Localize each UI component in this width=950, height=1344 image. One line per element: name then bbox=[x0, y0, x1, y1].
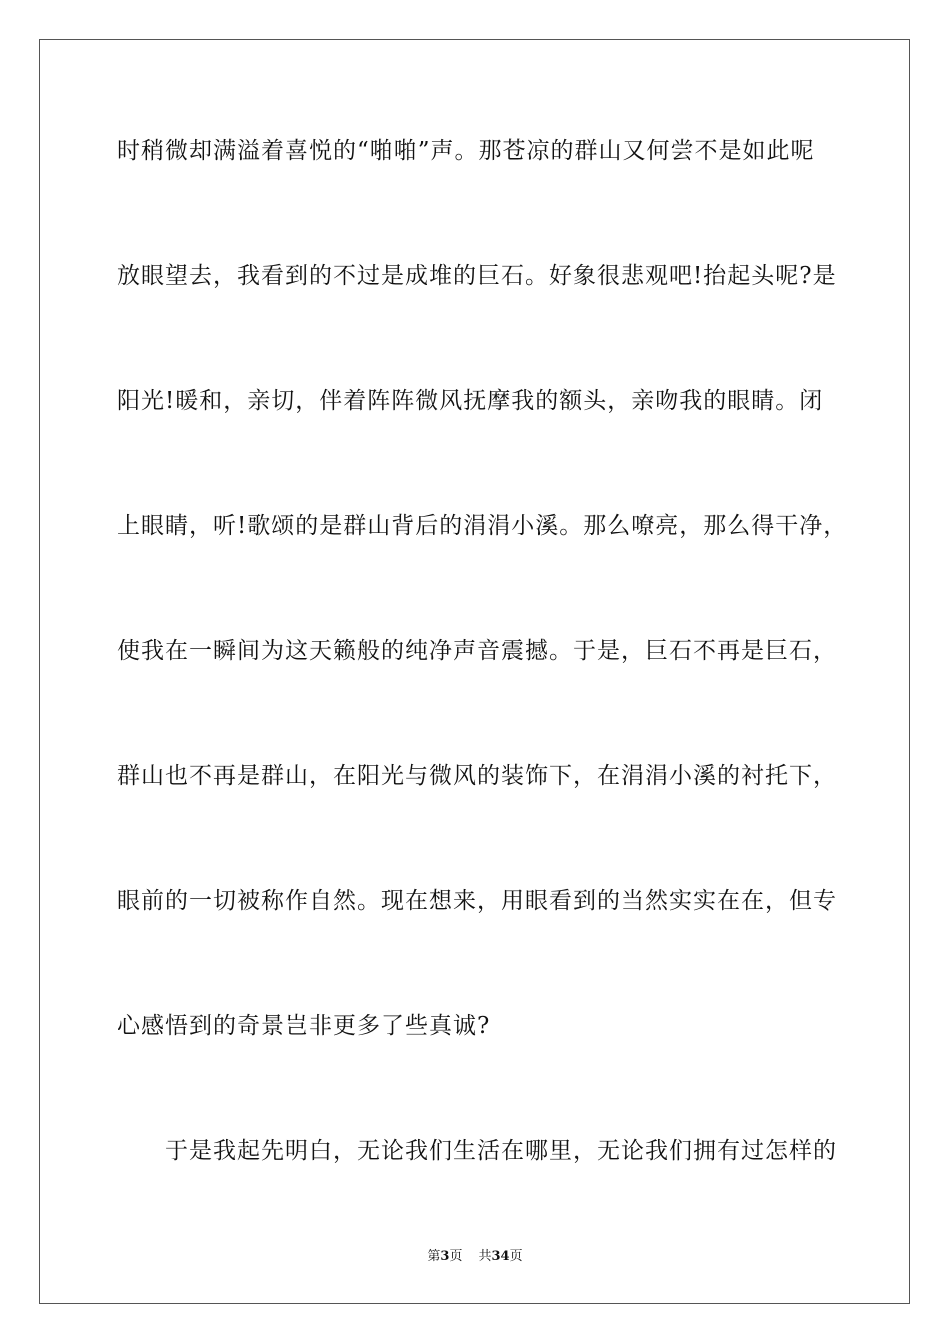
total-suffix: 页 bbox=[509, 1249, 523, 1264]
text-line: 眼前的一切被称作自然。现在想来，用眼看到的当然实实在在，但专 bbox=[117, 888, 837, 914]
page-footer bbox=[0, 1247, 950, 1267]
total-prefix: 共 bbox=[478, 1249, 492, 1264]
text-line: 心感悟到的奇景岂非更多了些真诚? bbox=[117, 1013, 491, 1039]
text-line: 使我在一瞬间为这天籁般的纯净声音震撼。于是，巨石不再是巨石， bbox=[117, 638, 837, 664]
text-line: 群山也不再是群山，在阳光与微风的装饰下，在涓涓小溪的衬托下， bbox=[117, 763, 837, 789]
text-line: 放眼望去，我看到的不过是成堆的巨石。好象很悲观吧!抬起头呢?是 bbox=[117, 263, 837, 289]
body-text bbox=[117, 128, 857, 1253]
page-number: 3 bbox=[440, 1249, 450, 1264]
text-line: 上眼睛，听!歌颂的是群山背后的涓涓小溪。那么嘹亮，那么得干净， bbox=[117, 513, 848, 539]
total-pages: 34 bbox=[491, 1249, 510, 1264]
text-line-indented: 于是我起先明白，无论我们生活在哪里，无论我们拥有过怎样的 bbox=[165, 1138, 837, 1164]
page-suffix: 页 bbox=[449, 1249, 463, 1264]
page-prefix: 第 bbox=[427, 1249, 441, 1264]
text-line: 阳光!暖和，亲切，伴着阵阵微风抚摩我的额头，亲吻我的眼睛。闭 bbox=[117, 388, 824, 414]
text-line: 时稍微却满溢着喜悦的“啪啪”声。那苍凉的群山又何尝不是如此呢 bbox=[117, 138, 815, 164]
